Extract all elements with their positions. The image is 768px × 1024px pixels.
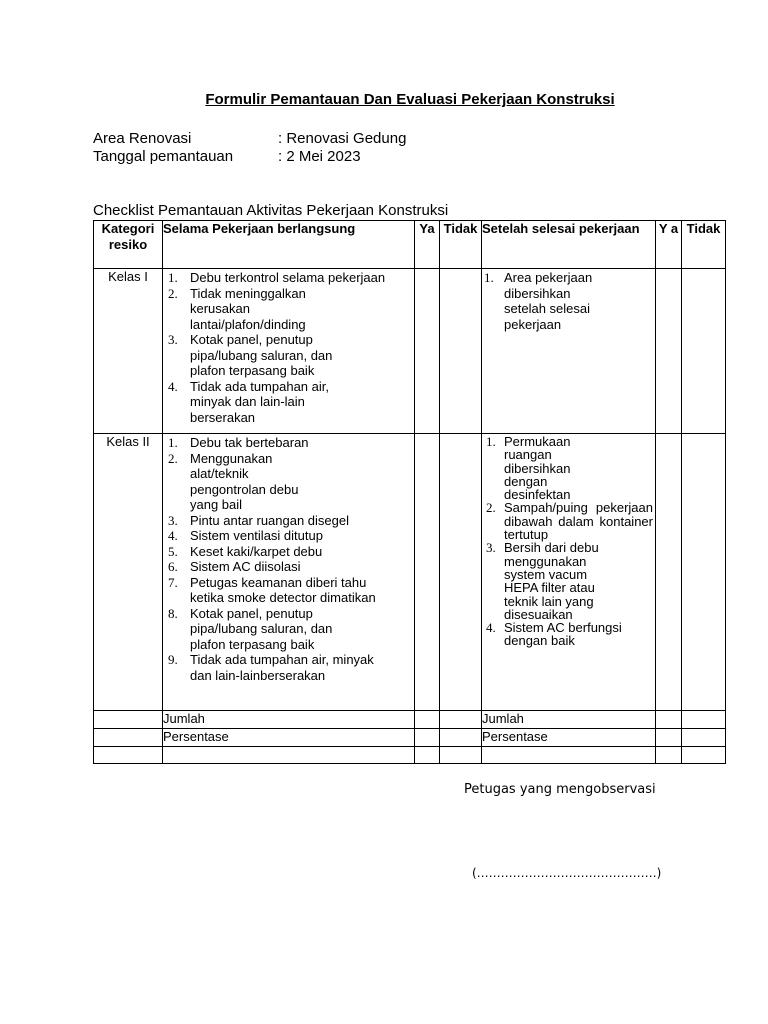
selama-list <box>163 434 414 683</box>
list-item: 1. Debu tak bertebaran <box>168 435 309 450</box>
list-item: 3. Kotak panel, penutup pipa/lubang saluran, dan plafon terpasang baik <box>168 332 333 378</box>
table-row-kelas-2 <box>94 434 726 711</box>
jumlah-ya-cell-2[interactable] <box>656 711 682 729</box>
list-item: 5. Keset kaki/karpet debu <box>168 543 323 559</box>
table-row-kelas-1 <box>94 269 726 434</box>
header-ya-2: Y a <box>656 221 682 269</box>
table-row-empty <box>94 747 726 764</box>
list-item: 2. Menggunakan alat/teknik pengontrolan debu yang bail <box>168 450 299 512</box>
ya-checkbox-cell[interactable] <box>415 269 440 434</box>
ya-checkbox-cell[interactable] <box>415 434 440 711</box>
jumlah-tidak-cell-2[interactable] <box>682 711 726 729</box>
signature-placeholder: (………………………………………) <box>472 866 662 880</box>
tidak-checkbox-cell[interactable] <box>682 434 726 711</box>
selama-list-cell <box>163 269 415 434</box>
jumlah-ya-cell[interactable] <box>415 711 440 729</box>
selama-list <box>163 269 414 425</box>
table-row-jumlah <box>94 711 726 729</box>
jumlah-label: Jumlah <box>163 711 415 729</box>
list-item: 1. Permukaan ruangan dibersihkan dengan desinfektan <box>486 434 571 503</box>
table-row-persentase <box>94 729 726 747</box>
list-item: 6. Sistem AC diisolasi <box>168 559 301 574</box>
header-tidak-2: Tidak <box>682 221 726 269</box>
ya-checkbox-cell[interactable] <box>656 434 682 711</box>
kelas-label: Kelas I <box>94 269 163 434</box>
header-tidak: Tidak <box>440 221 482 269</box>
list-item: 4. Tidak ada tumpahan air, minyak dan lain-lain berserakan <box>168 378 329 425</box>
setelah-list-cell <box>482 269 656 434</box>
list-item: 1. Debu terkontrol selama pekerjaan <box>168 270 386 285</box>
list-item: 1. Area pekerjaan dibersihkan setelah selesai pekerjaan <box>484 270 593 332</box>
jumlah-tidak-cell[interactable] <box>440 711 482 729</box>
list-item: 7. Petugas keamanan diberi tahu ketika smoke detector dimatikan <box>168 574 376 605</box>
info-area-renovasi <box>93 130 406 147</box>
setelah-list-cell <box>482 434 656 711</box>
persentase-ya-cell[interactable] <box>415 729 440 747</box>
info-value: : 2 Mei 2023 <box>278 148 361 165</box>
kelas-label: Kelas II <box>94 434 163 711</box>
persentase-tidak-cell-2[interactable] <box>682 729 726 747</box>
observer-label: Petugas yang mengobservasi <box>464 782 656 797</box>
info-label: Area Renovasi <box>93 130 192 147</box>
checklist-table <box>93 220 726 764</box>
tidak-checkbox-cell[interactable] <box>682 269 726 434</box>
list-item: 3. Bersih dari debu menggunakan system vacum HEPA filter atau teknik lain yang disesuaikan <box>486 540 599 622</box>
list-item: 4. Sistem AC berfungsi dengan baik <box>486 620 622 649</box>
header-kategori: Kategori resiko <box>94 221 163 269</box>
tidak-checkbox-cell[interactable] <box>440 269 482 434</box>
list-item: 9. Tidak ada tumpahan air, minyak dan lain-lainberserakan <box>168 652 374 683</box>
persentase-tidak-cell[interactable] <box>440 729 482 747</box>
header-row <box>94 221 726 269</box>
list-item: 8. Kotak panel, penutup pipa/lubang saluran, dan plafon terpasang baik <box>168 605 333 652</box>
jumlah-label-2: Jumlah <box>482 711 656 729</box>
header-ya: Ya <box>415 221 440 269</box>
list-item: 2. Tidak meninggalkan kerusakan lantai/plafon/dinding <box>168 285 306 332</box>
info-value: : Renovasi Gedung <box>278 130 407 147</box>
ya-checkbox-cell[interactable] <box>656 269 682 434</box>
selama-list-cell <box>163 434 415 711</box>
info-label: Tanggal pemantauan <box>93 148 234 165</box>
setelah-list <box>482 269 655 332</box>
list-item: 2. Sampah/puing pekerjaan dibawah dalam kontainer tertutup <box>486 500 653 543</box>
form-title: Formulir Pemantauan Dan Evaluasi Pekerjaan Konstruksi <box>205 91 615 108</box>
list-item: 3. Pintu antar ruangan disegel <box>168 512 350 528</box>
list-item: 4. Sistem ventilasi ditutup <box>168 528 323 543</box>
persentase-label: Persentase <box>163 729 415 747</box>
persentase-label-2: Persentase <box>482 729 656 747</box>
setelah-list <box>482 434 655 648</box>
info-tanggal <box>93 148 361 165</box>
header-selama: Selama Pekerjaan berlangsung <box>163 221 415 269</box>
persentase-ya-cell-2[interactable] <box>656 729 682 747</box>
tidak-checkbox-cell[interactable] <box>440 434 482 711</box>
header-setelah: Setelah selesai pekerjaan <box>482 221 656 269</box>
checklist-title: Checklist Pemantauan Aktivitas Pekerjaan Konstruksi <box>93 202 449 219</box>
